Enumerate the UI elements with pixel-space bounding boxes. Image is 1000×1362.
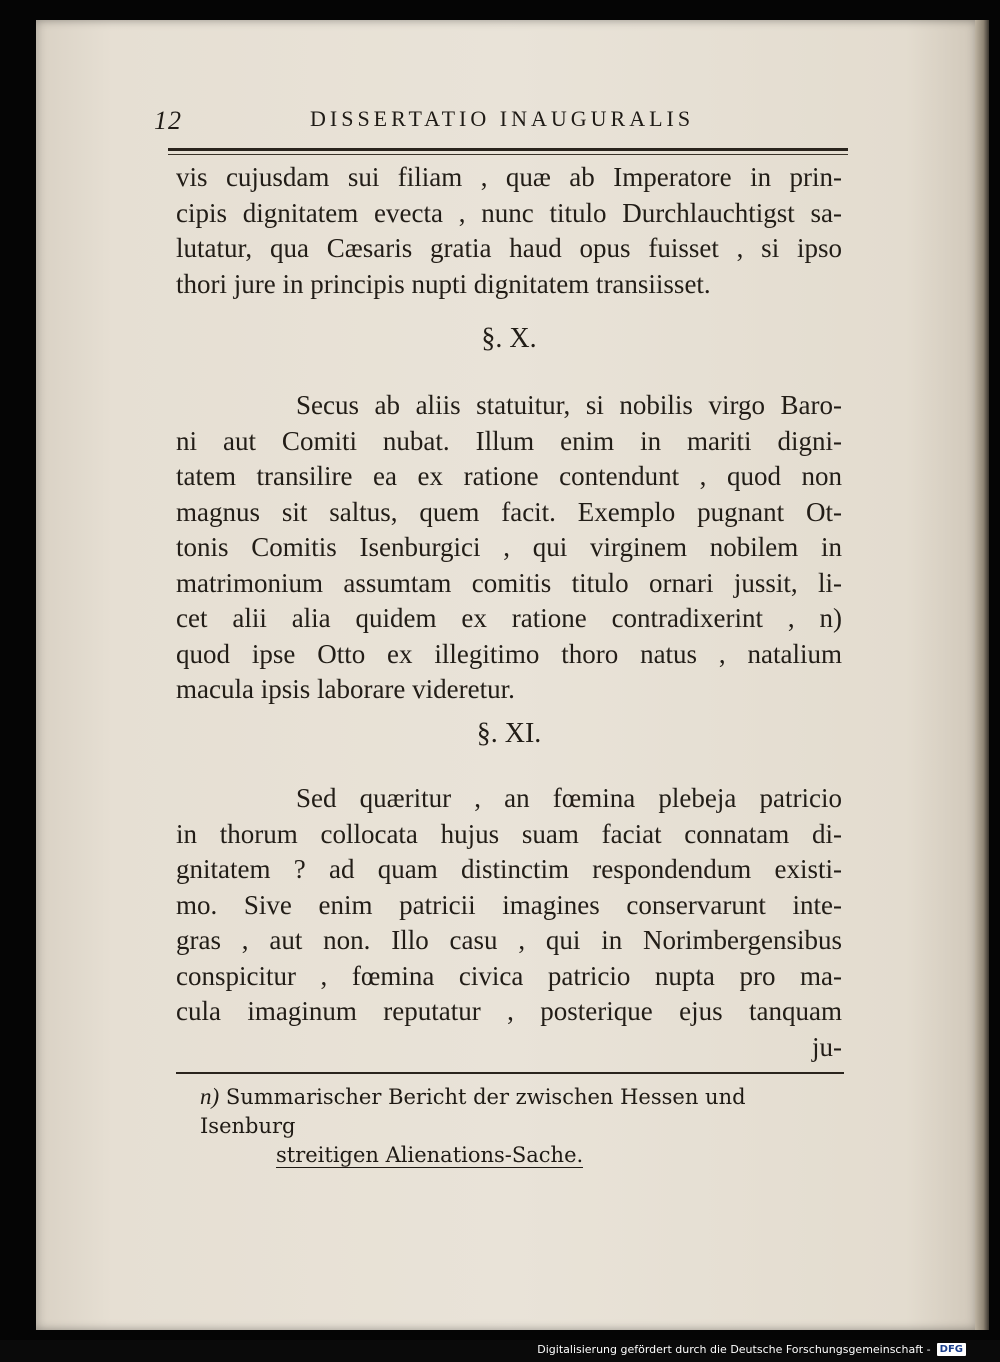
page-edge [975,20,989,1330]
text-line: cula imaginum reputatur , posterique ejus tanquam [176,996,842,1026]
text-line: gras , aut non. Illo casu , qui in Norimbergensibus [176,925,842,955]
text-line: magnus sit saltus, quem facit. Exemplo pugnant Ot- [176,496,842,527]
text-line: tatem transilire ea ex ratione contendunt , quod non [176,461,842,491]
digitization-credit [537,1343,966,1356]
footnote [200,1082,830,1170]
text-line: Secus ab aliis statuitur, si nobilis virgo Baro- [296,390,842,420]
text-line: Sed quæritur , an fœmina plebeja patricio [296,783,842,813]
running-head: DISSERTATIO INAUGURALIS [310,106,695,131]
footnote-rule [176,1072,844,1074]
text-line: conspicitur , fœmina civica patricio nupta pro ma- [176,960,842,991]
footnote-line-2: streitigen Alienations-Sache. [276,1143,584,1167]
text-line: gnitatem ? ad quam distinctim respondendum existi- [176,854,842,884]
dfg-logo: DFG [937,1343,966,1356]
page-header [130,86,830,135]
text-line: tonis Comitis Isenburgici , qui virginem nobilem in [176,532,842,562]
header-rule [168,148,848,151]
paragraph-2 [176,388,842,708]
text-line: quod ipse Otto ex illegitimo thoro natus , natalium [176,638,842,669]
text-line: in thorum collocata hujus suam faciat connatam di- [176,818,842,849]
text-line: vis cujusdam sui filiam , quæ ab Imperatore in prin- [176,162,842,192]
text-line: cipis dignitatem evecta , nunc titulo Durchlauchtigst sa- [176,197,842,228]
catchword: ju- [812,1031,842,1062]
page-number: 12 [154,106,182,135]
text-line: macula ipsis laborare videretur. [176,674,515,704]
section-heading-x: §. X. [481,323,537,354]
text-line: cet alii alia quidem ex ratione contradixerint , n) [176,603,842,633]
paragraph-1 [176,160,842,302]
paragraph-3 [176,781,842,1065]
footnote-mark: n) [200,1084,220,1109]
text-line: mo. Sive enim patricii imagines conservarunt inte- [176,889,842,920]
section-heading-xi: §. XI. [476,718,542,749]
text-line: matrimonium assumtam comitis titulo ornari jussit, li- [176,567,842,598]
footnote-line-1: Summarischer Bericht der zwischen Hessen und Isenburg [200,1085,746,1138]
text-line: lutatur, qua Cæsaris gratia haud opus fuisset , si ipso [176,233,842,263]
credit-text: Digitalisierung gefördert durch die Deutsche Forschungsgemeinschaft - [537,1343,931,1356]
header-rule-thin [168,154,848,155]
text-line: ni aut Comiti nubat. Illum enim in mariti digni- [176,425,842,456]
text-line: thori jure in principis nupti dignitatem transiisset. [176,268,711,299]
